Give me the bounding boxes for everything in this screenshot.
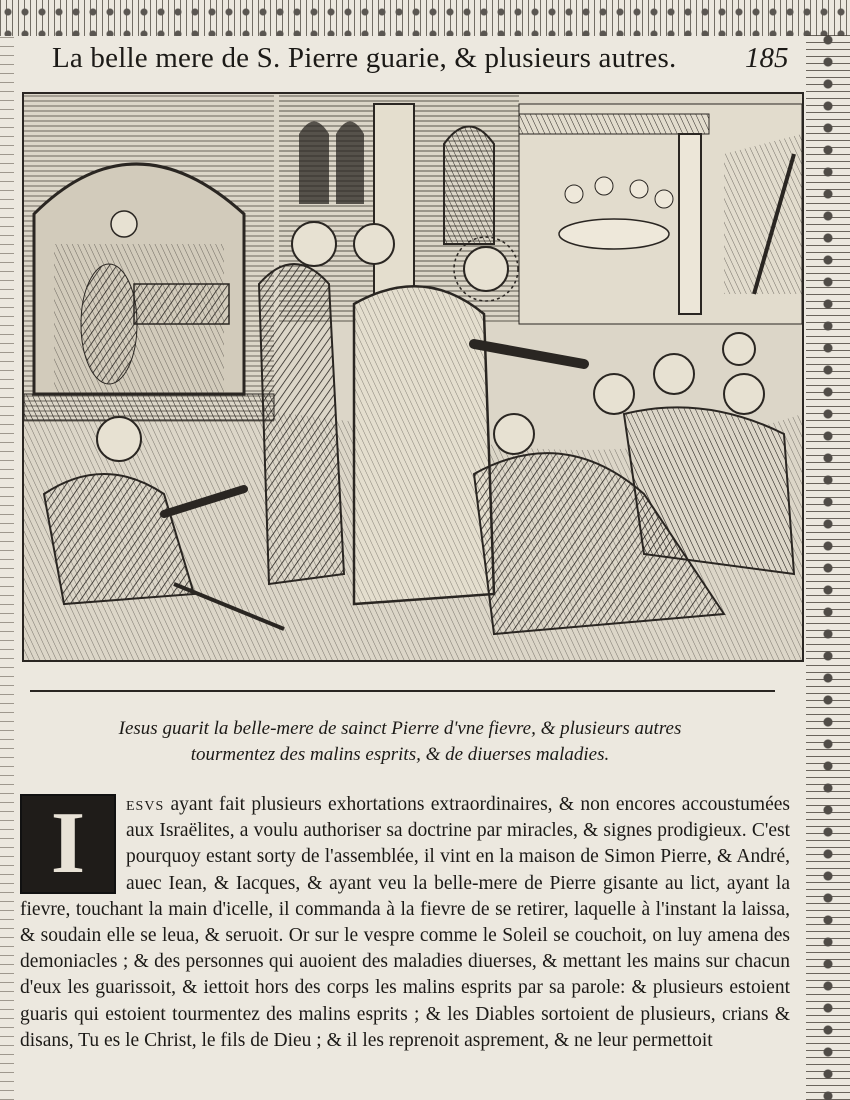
page-title: La belle mere de S. Pierre guarie, & plusieurs autres. (52, 42, 677, 74)
bed (134, 284, 229, 324)
body-text: ayant fait plusieurs exhortations extraordinaires, & non encores accoustumées aux Israëlites, a voulu authoriser sa doctrine par miracles, & signes prodigieux. C'est pourquoy estant sorty de l'assemblée, il vint en la maison de Simon Pierre, & André, auec Iean, & Iacques, & ayant veu la belle-mere de Pierre gisante au lict, ayant la fievre, touchant la main d'icelle, il commanda à la fievre de se retirer, laquelle à l'instant la laissa, & soudain elle se leua, & seruoit. Or sur le vespre comme le Soleil se couchoit, on luy amena des demoniacles ; & des personnes qui auoient des maladies diuerses, & mettant les mains sur chacun d'eux les guarissoit, & iettoit hors des corps les malins esprits par sa parole: & plusieurs estoient guaris qui estoient tourmentez des malins esprits ; & les Diables sortoient de plusieurs, crians & disans, Tu es le Christ, le fils de Dieu ; & il les reprenoit asprement, & ne leur permettoit (20, 794, 790, 1051)
caption-line-2: tourmentez des malins esprits, & de diuerses maladies. (190, 744, 610, 765)
figure-group-sick (624, 407, 794, 574)
section-divider (30, 690, 775, 692)
dropcap-letter: I (50, 795, 86, 892)
page-edge-left (0, 30, 14, 1100)
woodcut-engraving-icon (22, 92, 804, 662)
ornamental-dropcap-icon (20, 794, 116, 894)
body-paragraph (20, 792, 790, 1100)
page-number: 185 (745, 42, 789, 74)
illustration-caption (90, 716, 710, 768)
caption-line-1: Iesus guarit la belle-mere de sainct Pierre d'vne fievre, & plusieurs autres (118, 718, 682, 739)
first-word: esvs (126, 794, 165, 815)
figure-jesus-room (81, 264, 137, 384)
page-header (0, 40, 850, 90)
figure-apostle (259, 264, 344, 584)
ornamental-border-right (806, 30, 850, 1100)
ornamental-border-top (0, 0, 850, 36)
engraving-drawing (24, 94, 802, 660)
banquet-table (559, 219, 669, 249)
